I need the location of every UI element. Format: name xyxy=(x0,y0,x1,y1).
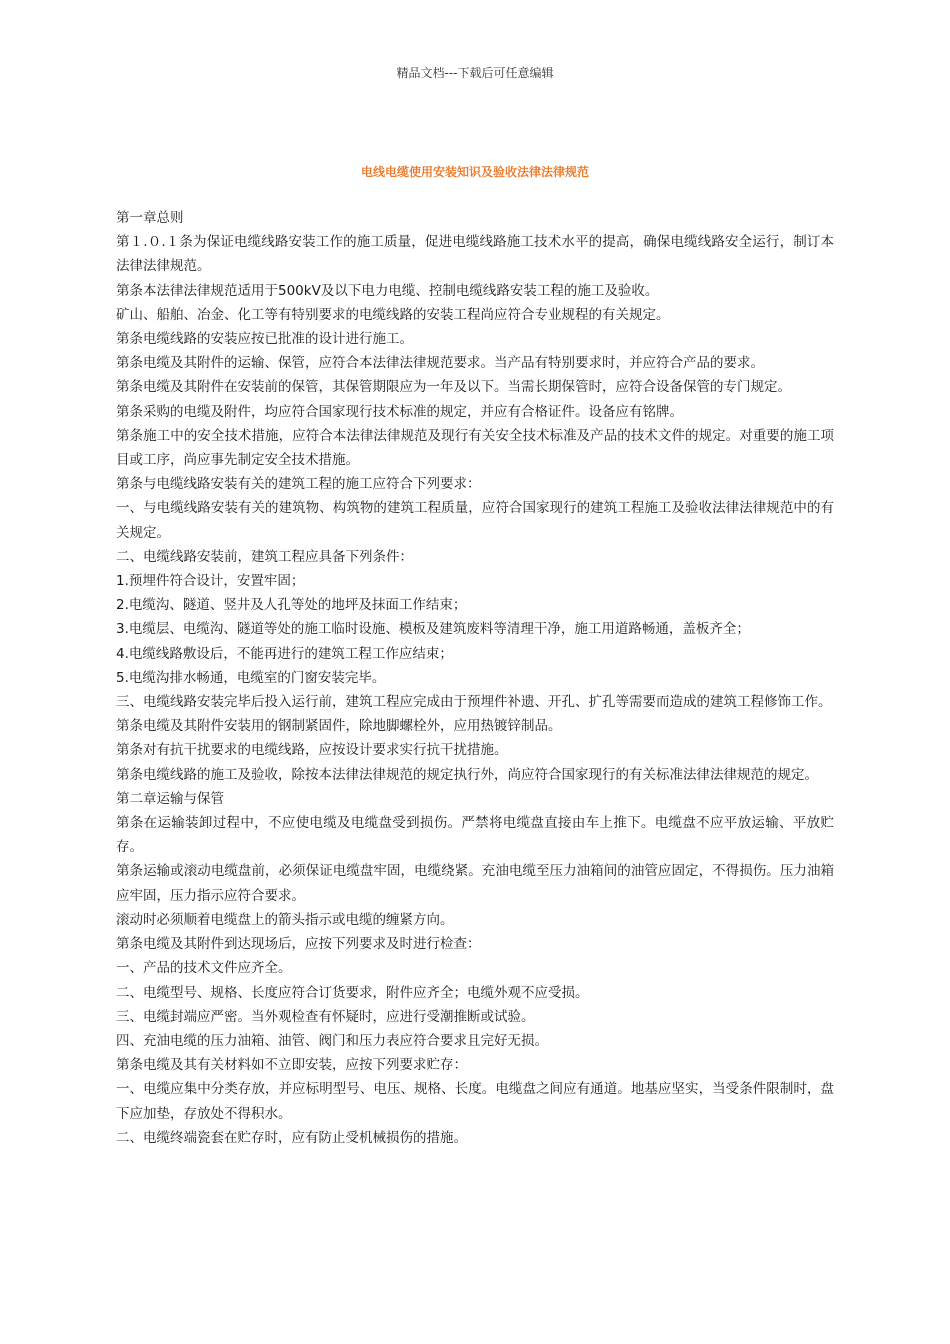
paragraph: 4.电缆线路敷设后，不能再进行的建筑工程工作应结束； xyxy=(116,645,453,662)
paragraph: 滚动时必须顺着电缆盘上的箭头指示或电缆的缠紧方向。 xyxy=(116,911,454,928)
paragraph: 第一章总则 xyxy=(116,210,184,226)
paragraph: 第二章运输与保管 xyxy=(116,790,224,807)
paragraph: 一、产品的技术文件应齐全。 xyxy=(116,960,292,977)
document-body xyxy=(116,206,834,1150)
paragraph: 第条电缆及其附件安装用的钢制紧固件，除地脚螺栓外，应用热镀锌制品。 xyxy=(116,718,562,735)
paragraph: 2.电缆沟、隧道、竖井及人孔等处的地坪及抹面工作结束； xyxy=(116,597,467,614)
paragraph: 第条本法律法律规范适用于500kV及以下电力电缆、控制电缆线路安装工程的施工及验收。 xyxy=(116,282,659,299)
paragraph: 二、电缆线路安装前，建筑工程应具备下列条件： xyxy=(116,548,413,565)
paragraph: 第条在运输装卸过程中，不应使电缆及电缆盘受到损伤。严禁将电缆盘直接由车上推下。电缆盘不应平放运输、平放贮存。 xyxy=(116,815,834,856)
paragraph: 第条电缆线路的安装应按已批准的设计进行施工。 xyxy=(116,331,413,348)
paragraph: 三、电缆封端应严密。当外观检查有怀疑时，应进行受潮推断或试验。 xyxy=(116,1008,535,1025)
paragraph: 三、电缆线路安装完毕后投入运行前，建筑工程应完成由于预埋件补遗、开孔、扩孔等需要而造成的建筑工程修饰工作。 xyxy=(116,694,832,711)
paragraph: 四、充油电缆的压力油箱、油管、阀门和压力表应符合要求且完好无损。 xyxy=(116,1032,548,1049)
paragraph: 二、电缆型号、规格、长度应符合订货要求，附件应齐全；电缆外观不应受损。 xyxy=(116,984,589,1001)
paragraph: 二、电缆终端瓷套在贮存时，应有防止受机械损伤的措施。 xyxy=(116,1129,467,1146)
paragraph: 第条电缆及其附件到达现场后，应按下列要求及时进行检查： xyxy=(116,936,481,953)
paragraph: 1.预埋件符合设计，安置牢固； xyxy=(116,573,305,590)
paragraph: 3.电缆层、电缆沟、隧道等处的施工临时设施、模板及建筑废料等清理干净，施工用道路畅通，盖板齐全； xyxy=(116,621,750,638)
paragraph: 第条与电缆线路安装有关的建筑工程的施工应符合下列要求： xyxy=(116,476,481,493)
paragraph: 5.电缆沟排水畅通，电缆室的门窗安装完毕。 xyxy=(116,669,386,686)
paragraph: 第条采购的电缆及附件，均应符合国家现行技术标准的规定，并应有合格证件。设备应有铭牌。 xyxy=(116,403,683,420)
paragraph: 第条电缆及其有关材料如不立即安装，应按下列要求贮存： xyxy=(116,1057,467,1074)
document-title: 电线电缆使用安装知识及验收法律法律规范 xyxy=(360,165,589,179)
paragraph: 第条对有抗干扰要求的电缆线路，应按设计要求实行抗干扰措施。 xyxy=(116,742,508,759)
paragraph: 第１.０.１条为保证电缆线路安装工作的施工质量，促进电缆线路施工技术水平的提高，确保电缆线路安全运行，制订本法律法律规范。 xyxy=(116,234,834,275)
paragraph: 一、与电缆线路安装有关的建筑物、构筑物的建筑工程质量，应符合国家现行的建筑工程施工及验收法律法律规范中的有关规定。 xyxy=(116,500,834,541)
paragraph: 一、电缆应集中分类存放，并应标明型号、电压、规格、长度。电缆盘之间应有通道。地基应坚实，当受条件限制时，盘下应加垫，存放处不得积水。 xyxy=(116,1081,834,1122)
paragraph: 第条电缆及其附件的运输、保管，应符合本法律法律规范要求。当产品有特别要求时，并应符合产品的要求。 xyxy=(116,355,764,372)
paragraph: 第条运输或滚动电缆盘前，必须保证电缆盘牢固，电缆绕紧。充油电缆至压力油箱间的油管应固定，不得损伤。压力油箱应牢固，压力指示应符合要求。 xyxy=(116,863,834,904)
paragraph: 第条电缆线路的施工及验收，除按本法律法律规范的规定执行外，尚应符合国家现行的有关标准法律法律规范的规定。 xyxy=(116,766,818,783)
paragraph: 第条施工中的安全技术措施，应符合本法律法律规范及现行有关安全技术标准及产品的技术文件的规定。对重要的施工项目或工序，尚应事先制定安全技术措施。 xyxy=(116,427,834,469)
page-header: 精品文档---下载后可任意编辑 xyxy=(396,66,554,80)
paragraph: 第条电缆及其附件在安装前的保管，其保管期限应为一年及以下。当需长期保管时，应符合设备保管的专门规定。 xyxy=(116,379,791,396)
paragraph: 矿山、船舶、冶金、化工等有特别要求的电缆线路的安装工程尚应符合专业规程的有关规定。 xyxy=(116,306,670,323)
